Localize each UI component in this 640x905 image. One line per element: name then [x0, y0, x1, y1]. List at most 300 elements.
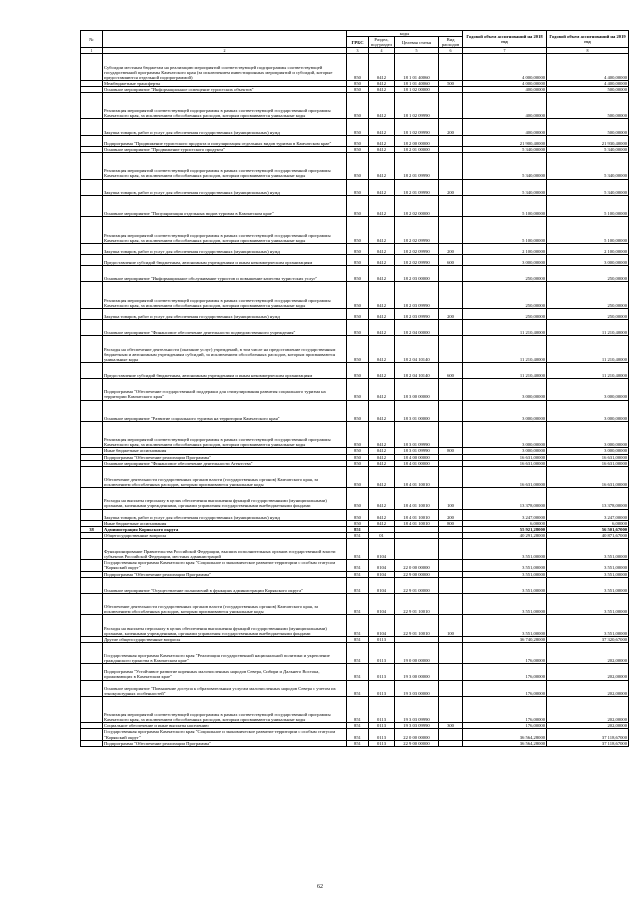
- row-number: [81, 400, 103, 421]
- row-target-article: 22 9 01 10010: [395, 615, 439, 636]
- row-grbs: 850: [347, 146, 369, 152]
- row-expense-type: [439, 336, 463, 363]
- row-target-article: 18 2 04 00000: [395, 320, 439, 336]
- row-amount-2019: 5 100,00000: [547, 195, 629, 216]
- row-grbs: 850: [347, 243, 369, 254]
- row-number: [81, 615, 103, 636]
- row-target-article: 18 3 01 09990: [395, 421, 439, 448]
- row-amount-2018: 3 000,00000: [463, 379, 547, 400]
- row-amount-2019: 3 000,00000: [547, 400, 629, 421]
- column-number: 3: [347, 48, 369, 54]
- table-row: [81, 400, 629, 421]
- row-name: Основное мероприятие "Финансовое обеспечение деятельности подведомственного учреждения": [103, 320, 347, 336]
- row-amount-2019: 5 340,00000: [547, 146, 629, 152]
- row-target-article: 18 1 02 09990: [395, 92, 439, 119]
- row-target-article: 18 2 01 09990: [395, 179, 439, 195]
- row-target-article: 18 2 03 00000: [395, 266, 439, 282]
- row-amount-2018: 3 551,00000: [463, 615, 547, 636]
- row-expense-type: [439, 400, 463, 421]
- row-section: 0412: [369, 119, 395, 135]
- row-target-article: 22 9 00 00000: [395, 740, 439, 746]
- row-target-article: 18 2 03 09990: [395, 282, 439, 309]
- row-number: [81, 740, 103, 746]
- row-number: 38: [81, 526, 103, 532]
- row-target-article: 22 9 01 10010: [395, 593, 439, 614]
- row-name: Подпрограмма "Обеспечение реализации Программы": [103, 454, 347, 460]
- row-amount-2018: 400,00000: [463, 92, 547, 119]
- row-expense-type: [439, 740, 463, 746]
- row-expense-type: 200: [439, 119, 463, 135]
- table-row: [81, 642, 629, 663]
- header-csr: Целевая статья: [395, 37, 439, 48]
- row-amount-2019: 3 551,00000: [547, 593, 629, 614]
- row-name: Закупка товаров, работ и услуг для обеспечения государственных (муниципальных) нужд: [103, 243, 347, 254]
- row-name: Государственная программа Камчатского края "Социальное и экономическое развитие территории с особым статусом "Корякский округ": [103, 560, 347, 571]
- row-target-article: 18 1 02 00000: [395, 86, 439, 92]
- row-target-article: 18 2 04 10140: [395, 336, 439, 363]
- row-amount-2019: 13 378,00000: [547, 488, 629, 509]
- row-target-article: 22 9 00 00000: [395, 571, 439, 577]
- row-number: [81, 577, 103, 593]
- row-name: Другие общегосударственные вопросы: [103, 636, 347, 642]
- row-name: Государственная программа Камчатского края "Социальное и экономическое развитие территории с особым статусом "Корякский округ": [103, 729, 347, 740]
- row-grbs: 850: [347, 254, 369, 265]
- budget-table-page: [80, 30, 628, 747]
- row-section: 0412: [369, 336, 395, 363]
- row-grbs: 850: [347, 92, 369, 119]
- row-grbs: 850: [347, 179, 369, 195]
- row-grbs: 851: [347, 636, 369, 642]
- header-grbs: ГРБС: [347, 37, 369, 48]
- row-name: Предоставление субсидий бюджетным, автономным учреждениям и иным некоммерческим организациям: [103, 362, 347, 378]
- row-expense-type: [439, 217, 463, 244]
- row-name: Подпрограмма "Обеспечение государственной поддержки для стимулирования развития социального туризма на территории Камчатского края": [103, 379, 347, 400]
- row-number: [81, 135, 103, 146]
- row-name: Расходы на обеспечение деятельности (оказание услуг) учреждений, в том числе на предоставление государственным бюджетным и автономным учреждениям субсидий, за исключением обособленных расходов, которым присваиваются уникальные коды: [103, 336, 347, 363]
- row-name: Социальное обеспечение и иные выплаты населению: [103, 723, 347, 729]
- row-section: 0412: [369, 54, 395, 81]
- row-name: Подпрограмма "Продвижение туристского продукта и популяризация отдельных видов туризма в Камчатском крае": [103, 135, 347, 146]
- row-number: [81, 466, 103, 487]
- row-number: [81, 379, 103, 400]
- row-section: 0104: [369, 577, 395, 593]
- row-amount-2018: 40 291,28000: [463, 532, 547, 538]
- table-row: [81, 195, 629, 216]
- row-grbs: 850: [347, 448, 369, 454]
- row-number: [81, 320, 103, 336]
- row-amount-2018: 400,00000: [463, 119, 547, 135]
- row-expense-type: [439, 135, 463, 146]
- row-grbs: 851: [347, 526, 369, 532]
- row-expense-type: [439, 729, 463, 740]
- row-expense-type: [439, 282, 463, 309]
- row-section: 0412: [369, 379, 395, 400]
- row-amount-2018: 36 564,28000: [463, 740, 547, 746]
- row-number: [81, 593, 103, 614]
- row-grbs: 851: [347, 729, 369, 740]
- row-number: [81, 421, 103, 448]
- row-grbs: 851: [347, 664, 369, 680]
- table-row: [81, 680, 629, 696]
- row-name: Основное мероприятие "Продвижение туристского продукта": [103, 146, 347, 152]
- row-section: 0412: [369, 509, 395, 520]
- row-amount-2018: 176,00000: [463, 723, 547, 729]
- row-expense-type: [439, 421, 463, 448]
- row-number: [81, 696, 103, 723]
- row-section: 0412: [369, 254, 395, 265]
- row-name: Основное мероприятие "Развитие социального туризма на территории Камчатского края": [103, 400, 347, 421]
- table-row: [81, 243, 629, 254]
- row-amount-2019: 11 210,40000: [547, 320, 629, 336]
- row-number: [81, 282, 103, 309]
- row-section: 0104: [369, 615, 395, 636]
- column-number: 1: [81, 48, 103, 54]
- row-amount-2019: 3 247,00000: [547, 509, 629, 520]
- row-section: 0412: [369, 80, 395, 86]
- row-amount-2018: 36 564,28000: [463, 729, 547, 740]
- row-section: 0412: [369, 86, 395, 92]
- row-amount-2019: 21 930,40000: [547, 135, 629, 146]
- column-number: 4: [369, 48, 395, 54]
- row-amount-2019: 202,00000: [547, 680, 629, 696]
- row-number: [81, 54, 103, 81]
- row-amount-2018: 16 631,00000: [463, 466, 547, 487]
- row-amount-2019: 3 000,00000: [547, 254, 629, 265]
- row-section: 0113: [369, 664, 395, 680]
- page-number: 62: [317, 884, 323, 890]
- row-section: 01: [369, 532, 395, 538]
- table-row: [81, 266, 629, 282]
- table-row: [81, 539, 629, 560]
- table-row: [81, 282, 629, 309]
- row-expense-type: 500: [439, 80, 463, 86]
- row-amount-2018: 11 210,40000: [463, 362, 547, 378]
- row-amount-2018: 250,00000: [463, 308, 547, 319]
- row-section: 0113: [369, 740, 395, 746]
- row-grbs: 851: [347, 696, 369, 723]
- row-amount-2018: 3 000,00000: [463, 448, 547, 454]
- row-number: [81, 664, 103, 680]
- row-grbs: 850: [347, 217, 369, 244]
- row-amount-2019: 56 501,67000: [547, 526, 629, 532]
- row-expense-type: 800: [439, 520, 463, 526]
- row-amount-2018: 3 551,00000: [463, 577, 547, 593]
- row-target-article: 22 0 00 00000: [395, 560, 439, 571]
- row-amount-2019: 16 631,00000: [547, 466, 629, 487]
- row-amount-2018: 6,00000: [463, 520, 547, 526]
- table-row: [81, 488, 629, 509]
- row-grbs: 850: [347, 454, 369, 460]
- row-section: 0412: [369, 282, 395, 309]
- row-expense-type: 200: [439, 243, 463, 254]
- row-section: 0412: [369, 421, 395, 448]
- row-section: 0113: [369, 723, 395, 729]
- row-amount-2018: 11 210,40000: [463, 320, 547, 336]
- row-amount-2018: 16 631,00000: [463, 460, 547, 466]
- row-target-article: 18 4 01 10010: [395, 520, 439, 526]
- row-name: Государственная программа Камчатского края "Реализация государственной национальной политики и укрепление гражданского единства в Камчатском крае": [103, 642, 347, 663]
- row-section: 0113: [369, 636, 395, 642]
- row-target-article: 18 4 00 00000: [395, 454, 439, 460]
- row-number: [81, 336, 103, 363]
- row-grbs: 850: [347, 509, 369, 520]
- row-amount-2018: 176,00000: [463, 680, 547, 696]
- row-amount-2018: 21 900,40000: [463, 135, 547, 146]
- row-expense-type: [439, 54, 463, 81]
- row-section: 0412: [369, 520, 395, 526]
- row-grbs: 850: [347, 460, 369, 466]
- row-name: Основное мероприятие "Информационное обслуживание туристов и повышение качества туристских услуг": [103, 266, 347, 282]
- row-expense-type: 800: [439, 448, 463, 454]
- row-name: Иные бюджетные ассигнования: [103, 520, 347, 526]
- table-row: [81, 320, 629, 336]
- row-amount-2018: 2 100,00000: [463, 243, 547, 254]
- row-name: Основное мероприятие "Финансовое обеспечение деятельности Агентства": [103, 460, 347, 466]
- row-amount-2018: 250,00000: [463, 266, 547, 282]
- row-number: [81, 92, 103, 119]
- row-number: [81, 195, 103, 216]
- row-amount-2018: 5 340,00000: [463, 153, 547, 180]
- row-name: Закупка товаров, работ и услуг для обеспечения государственных (муниципальных) нужд: [103, 179, 347, 195]
- row-amount-2018: 3 247,00000: [463, 509, 547, 520]
- row-amount-2019: 11 210,40000: [547, 362, 629, 378]
- row-section: 0412: [369, 217, 395, 244]
- row-expense-type: [439, 593, 463, 614]
- row-target-article: 18 2 00 00000: [395, 135, 439, 146]
- header-2018: Годовой объем ассигнований на 2018 год: [463, 31, 547, 48]
- row-number: [81, 509, 103, 520]
- row-grbs: 851: [347, 577, 369, 593]
- row-amount-2019: 202,00000: [547, 723, 629, 729]
- row-target-article: 18 4 01 10010: [395, 466, 439, 487]
- row-target-article: 18 2 02 09990: [395, 217, 439, 244]
- row-amount-2018: 4 000,00000: [463, 54, 547, 81]
- budget-table: [80, 30, 629, 747]
- row-section: 0412: [369, 92, 395, 119]
- row-section: 0412: [369, 466, 395, 487]
- row-grbs: 850: [347, 195, 369, 216]
- column-number: 2: [103, 48, 347, 54]
- row-grbs: 851: [347, 642, 369, 663]
- row-target-article: 18 1 02 09990: [395, 119, 439, 135]
- row-grbs: 851: [347, 680, 369, 696]
- row-target-article: 22 9 01 00000: [395, 577, 439, 593]
- row-section: 0412: [369, 400, 395, 421]
- row-expense-type: [439, 92, 463, 119]
- row-section: 0104: [369, 560, 395, 571]
- row-amount-2019: 3 000,00000: [547, 421, 629, 448]
- row-number: [81, 308, 103, 319]
- row-section: 0412: [369, 488, 395, 509]
- row-grbs: 851: [347, 539, 369, 560]
- row-expense-type: 200: [439, 179, 463, 195]
- row-amount-2018: 3 551,00000: [463, 539, 547, 560]
- table-row: [81, 696, 629, 723]
- row-target-article: 19 3 03 09990: [395, 723, 439, 729]
- row-name: Основное мероприятие "Популяризация отдельных видов туризма в Камчатском крае": [103, 195, 347, 216]
- row-amount-2019: 4 400,00000: [547, 80, 629, 86]
- row-target-article: 19 3 03 09990: [395, 696, 439, 723]
- row-name: Межбюджетные трансферты: [103, 80, 347, 86]
- row-amount-2019: 40 871,67000: [547, 532, 629, 538]
- row-amount-2018: 5 340,00000: [463, 179, 547, 195]
- row-target-article: 18 2 02 09990: [395, 254, 439, 265]
- table-row: [81, 466, 629, 487]
- row-target-article: 18 2 01 09990: [395, 153, 439, 180]
- row-expense-type: [439, 195, 463, 216]
- row-target-article: 18 2 02 00000: [395, 195, 439, 216]
- row-grbs: 850: [347, 400, 369, 421]
- table-row: [81, 560, 629, 571]
- row-amount-2019: 250,00000: [547, 308, 629, 319]
- row-amount-2018: 176,00000: [463, 664, 547, 680]
- row-amount-2018: 16 631,00000: [463, 454, 547, 460]
- row-name: Администрация Корякского округа: [103, 526, 347, 532]
- row-number: [81, 362, 103, 378]
- row-name: Реализация мероприятий соответствующей подпрограммы в рамках соответствующей государственной программы Камчатского края, за исключением обособленных расходов, которым присваиваются уникальные коды: [103, 421, 347, 448]
- row-section: 0412: [369, 448, 395, 454]
- row-expense-type: [439, 696, 463, 723]
- row-section: 0412: [369, 243, 395, 254]
- row-amount-2019: 3 551,00000: [547, 577, 629, 593]
- column-number: 7: [463, 48, 547, 54]
- table-row: [81, 362, 629, 378]
- row-amount-2019: 16 631,00000: [547, 460, 629, 466]
- row-name: Иные бюджетные ассигнования: [103, 448, 347, 454]
- row-amount-2018: 13 378,00000: [463, 488, 547, 509]
- row-section: 0412: [369, 153, 395, 180]
- row-expense-type: [439, 539, 463, 560]
- row-amount-2018: 36 740,28000: [463, 636, 547, 642]
- row-grbs: 850: [347, 153, 369, 180]
- row-grbs: 850: [347, 379, 369, 400]
- row-name: Основное мероприятие "Информационное освещение туристских объектов": [103, 86, 347, 92]
- table-row: [81, 153, 629, 180]
- row-amount-2019: 3 000,00000: [547, 379, 629, 400]
- table-row: [81, 92, 629, 119]
- row-name: Общегосударственные вопросы: [103, 532, 347, 538]
- row-target-article: 18 1 01 40060: [395, 80, 439, 86]
- row-number: [81, 254, 103, 265]
- row-amount-2019: 2 100,00000: [547, 243, 629, 254]
- header-vr: Вид расходов: [439, 37, 463, 48]
- row-amount-2019: 3 551,00000: [547, 560, 629, 571]
- row-amount-2019: 5 100,00000: [547, 217, 629, 244]
- header-2019: Годовой объем ассигнований на 2019 год: [547, 31, 629, 48]
- row-expense-type: [439, 379, 463, 400]
- row-grbs: 850: [347, 421, 369, 448]
- row-section: 0113: [369, 680, 395, 696]
- row-number: [81, 243, 103, 254]
- row-name: Реализация мероприятий соответствующей подпрограммы в рамках соответствующей государственной программы Камчатского края, за исключением обособленных расходов, которым присваиваются уникальные коды: [103, 217, 347, 244]
- row-expense-type: 600: [439, 254, 463, 265]
- row-name: Закупка товаров, работ и услуг для обеспечения государственных (муниципальных) нужд: [103, 119, 347, 135]
- row-target-article: 18 1 01 40060: [395, 54, 439, 81]
- row-amount-2019: 202,00000: [547, 696, 629, 723]
- row-amount-2019: 3 551,00000: [547, 539, 629, 560]
- row-amount-2019: 500,00000: [547, 92, 629, 119]
- row-amount-2019: 3 551,00000: [547, 571, 629, 577]
- row-grbs: 850: [347, 135, 369, 146]
- row-target-article: 19 3 00 00000: [395, 664, 439, 680]
- row-amount-2019: 37 118,67000: [547, 740, 629, 746]
- row-section: 0104: [369, 593, 395, 614]
- table-row: [81, 664, 629, 680]
- row-target-article: 19 3 03 00000: [395, 680, 439, 696]
- row-number: [81, 217, 103, 244]
- table-row: [81, 254, 629, 265]
- row-number: [81, 119, 103, 135]
- row-target-article: 19 0 00 00000: [395, 642, 439, 663]
- row-target-article: 22 0 00 00000: [395, 729, 439, 740]
- table-row: [81, 179, 629, 195]
- table-row: [81, 729, 629, 740]
- row-amount-2019: 6,00000: [547, 520, 629, 526]
- row-grbs: 850: [347, 336, 369, 363]
- row-name: Расходы на выплаты персоналу в целях обеспечения выполнения функций государственными (муниципальными) органами, казенными учреждениями, органами управления государственными внебюджетными фондами: [103, 615, 347, 636]
- row-number: [81, 560, 103, 571]
- row-name: Предоставление субсидий бюджетным, автономным учреждениям и иным некоммерческим организациям: [103, 254, 347, 265]
- row-expense-type: 200: [439, 509, 463, 520]
- table-row: [81, 421, 629, 448]
- row-amount-2019: 37 320,67000: [547, 636, 629, 642]
- row-amount-2019: 500,00000: [547, 119, 629, 135]
- row-grbs: 850: [347, 86, 369, 92]
- row-grbs: 850: [347, 488, 369, 509]
- row-amount-2018: 3 000,00000: [463, 254, 547, 265]
- row-amount-2018: 3 000,00000: [463, 421, 547, 448]
- table-row: [81, 119, 629, 135]
- row-name: Подпрограмма "Устойчивое развитие коренных малочисленных народов Севера, Сибири и Дальнего Востока, проживающих в Камчатском крае": [103, 664, 347, 680]
- row-amount-2019: 4 400,00000: [547, 54, 629, 81]
- row-grbs: 851: [347, 571, 369, 577]
- row-target-article: 18 2 03 09990: [395, 308, 439, 319]
- row-grbs: 850: [347, 80, 369, 86]
- table-row: [81, 740, 629, 746]
- row-name: Подпрограмма "Обеспечение реализации Программы": [103, 571, 347, 577]
- row-number: [81, 680, 103, 696]
- header-codes: коды: [347, 31, 463, 37]
- row-expense-type: [439, 320, 463, 336]
- row-target-article: [395, 539, 439, 560]
- table-row: [81, 593, 629, 614]
- row-section: 0104: [369, 571, 395, 577]
- row-grbs: 850: [347, 282, 369, 309]
- row-expense-type: [439, 642, 463, 663]
- row-expense-type: 600: [439, 362, 463, 378]
- row-grbs: 851: [347, 740, 369, 746]
- row-expense-type: 100: [439, 488, 463, 509]
- row-name: Подпрограмма "Обеспечение реализации Программы": [103, 740, 347, 746]
- row-amount-2018: 5 100,00000: [463, 195, 547, 216]
- row-grbs: 850: [347, 54, 369, 81]
- row-expense-type: [439, 266, 463, 282]
- row-section: 0113: [369, 642, 395, 663]
- column-number: 8: [547, 48, 629, 54]
- row-amount-2018: 176,00000: [463, 642, 547, 663]
- row-amount-2019: 202,00000: [547, 642, 629, 663]
- row-section: 0412: [369, 362, 395, 378]
- row-target-article: 18 2 01 00000: [395, 146, 439, 152]
- row-target-article: 18 3 01 00000: [395, 400, 439, 421]
- row-target-article: 18 4 01 00000: [395, 460, 439, 466]
- header-num: №: [81, 31, 103, 48]
- header-name: [103, 31, 347, 48]
- row-grbs: 850: [347, 266, 369, 282]
- row-name: Субсидии местным бюджетам на реализацию мероприятий соответствующей подпрограммы соответствующей государственной программы Камчатского края (за исключением инвестиционных мероприятий и субсидий, которые предоставляются отдельной подпрограммой): [103, 54, 347, 81]
- header-rzpr: Раздел, под-раздел: [369, 37, 395, 48]
- row-grbs: 851: [347, 560, 369, 571]
